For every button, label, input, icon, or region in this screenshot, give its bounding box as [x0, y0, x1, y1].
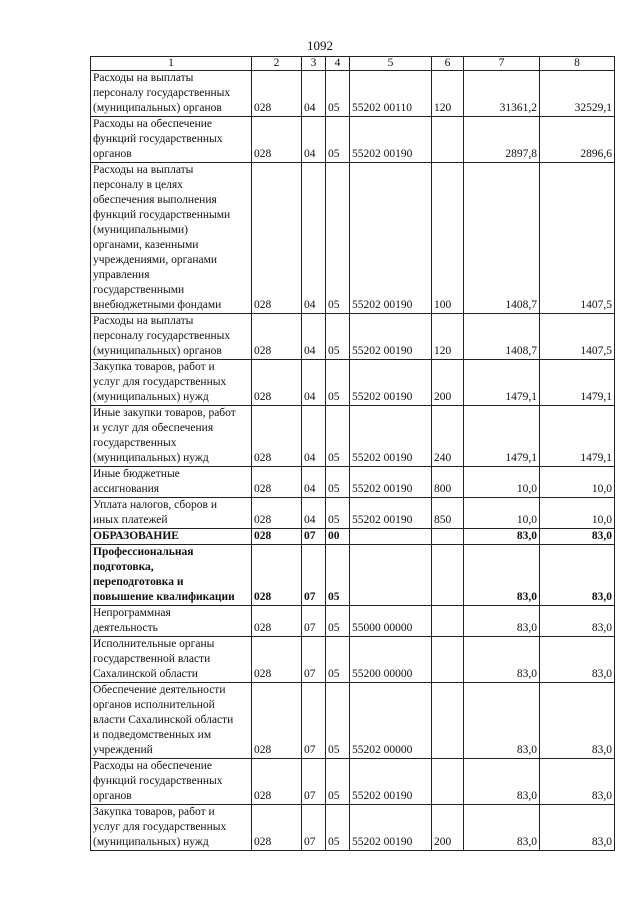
expense-type-cell: 200: [432, 360, 464, 406]
row-name-cell: Непрограммная деятельность: [91, 606, 252, 637]
column-header: 2: [252, 57, 302, 71]
section-code-cell: 04: [302, 71, 326, 117]
amount-year2-cell: 83,0: [540, 606, 615, 637]
ministry-code-cell: 028: [252, 498, 302, 529]
ministry-code-cell: 028: [252, 637, 302, 683]
section-code-cell: 07: [302, 606, 326, 637]
ministry-code-cell: 028: [252, 545, 302, 606]
amount-year1-cell: 1408,7: [464, 314, 540, 360]
amount-year1-cell: 83,0: [464, 759, 540, 805]
column-header: 6: [432, 57, 464, 71]
amount-year1-cell: 83,0: [464, 606, 540, 637]
budget-table: [90, 56, 615, 851]
subsection-code-cell: 05: [326, 805, 350, 851]
target-article-cell: 55202 00190: [350, 467, 432, 498]
amount-year1-cell: 1479,1: [464, 406, 540, 467]
table-row: [91, 498, 615, 529]
ministry-code-cell: 028: [252, 467, 302, 498]
column-header: 5: [350, 57, 432, 71]
ministry-code-cell: 028: [252, 683, 302, 759]
ministry-code-cell: 028: [252, 406, 302, 467]
target-article-cell: 55202 00110: [350, 71, 432, 117]
amount-year2-cell: 10,0: [540, 498, 615, 529]
subsection-code-cell: 05: [326, 117, 350, 163]
expense-type-cell: 200: [432, 805, 464, 851]
target-article-cell: 55200 00000: [350, 637, 432, 683]
amount-year1-cell: 10,0: [464, 498, 540, 529]
table-row: [91, 529, 615, 545]
ministry-code-cell: 028: [252, 529, 302, 545]
amount-year1-cell: 1479,1: [464, 360, 540, 406]
row-name-cell: Расходы на выплаты персоналу в целях обеспечения выполнения функций государственными (муниципальными) органами, казенными учреждениями, органами управления государственными внебюджетными фондами: [91, 163, 252, 314]
section-code-cell: 04: [302, 163, 326, 314]
amount-year2-cell: 10,0: [540, 467, 615, 498]
subsection-code-cell: 05: [326, 314, 350, 360]
target-article-cell: 55202 00190: [350, 498, 432, 529]
row-name-cell: Расходы на обеспечение функций государственных органов: [91, 117, 252, 163]
table-row: [91, 683, 615, 759]
subsection-code-cell: 05: [326, 71, 350, 117]
subsection-code-cell: 00: [326, 529, 350, 545]
table-row: [91, 759, 615, 805]
expense-type-cell: [432, 637, 464, 683]
table-row: [91, 467, 615, 498]
column-header: 4: [326, 57, 350, 71]
subsection-code-cell: 05: [326, 637, 350, 683]
amount-year2-cell: 32529,1: [540, 71, 615, 117]
table-row: [91, 360, 615, 406]
table-row: [91, 406, 615, 467]
table-row: [91, 545, 615, 606]
table-row: [91, 163, 615, 314]
amount-year1-cell: 83,0: [464, 637, 540, 683]
expense-type-cell: [432, 683, 464, 759]
ministry-code-cell: 028: [252, 71, 302, 117]
expense-type-cell: 240: [432, 406, 464, 467]
amount-year2-cell: 83,0: [540, 529, 615, 545]
amount-year1-cell: 83,0: [464, 805, 540, 851]
amount-year2-cell: 2896,6: [540, 117, 615, 163]
target-article-cell: 55202 00000: [350, 683, 432, 759]
ministry-code-cell: 028: [252, 163, 302, 314]
column-header: 7: [464, 57, 540, 71]
section-code-cell: 07: [302, 529, 326, 545]
target-article-cell: 55202 00190: [350, 759, 432, 805]
amount-year2-cell: 83,0: [540, 683, 615, 759]
target-article-cell: 55202 00190: [350, 163, 432, 314]
target-article-cell: [350, 529, 432, 545]
amount-year1-cell: 10,0: [464, 467, 540, 498]
table-row: [91, 71, 615, 117]
amount-year2-cell: 83,0: [540, 637, 615, 683]
target-article-cell: 55202 00190: [350, 805, 432, 851]
section-code-cell: 07: [302, 637, 326, 683]
row-name-cell: Профессиональная подготовка, переподготовка и повышение квалификации: [91, 545, 252, 606]
target-article-cell: 55202 00190: [350, 314, 432, 360]
row-name-cell: Уплата налогов, сборов и иных платежей: [91, 498, 252, 529]
expense-type-cell: 800: [432, 467, 464, 498]
amount-year1-cell: 31361,2: [464, 71, 540, 117]
amount-year1-cell: 83,0: [464, 529, 540, 545]
amount-year2-cell: 1479,1: [540, 406, 615, 467]
subsection-code-cell: 05: [326, 759, 350, 805]
table-row: [91, 637, 615, 683]
target-article-cell: 55202 00190: [350, 360, 432, 406]
page-number: 1092: [307, 38, 333, 53]
row-name-cell: Расходы на выплаты персоналу государственных (муниципальных) органов: [91, 314, 252, 360]
target-article-cell: 55202 00190: [350, 117, 432, 163]
subsection-code-cell: 05: [326, 360, 350, 406]
section-code-cell: 04: [302, 406, 326, 467]
section-code-cell: 04: [302, 117, 326, 163]
amount-year2-cell: 1479,1: [540, 360, 615, 406]
amount-year2-cell: 1407,5: [540, 163, 615, 314]
row-name-cell: Расходы на выплаты персоналу государственных (муниципальных) органов: [91, 71, 252, 117]
expense-type-cell: [432, 117, 464, 163]
subsection-code-cell: 05: [326, 406, 350, 467]
subsection-code-cell: 05: [326, 545, 350, 606]
subsection-code-cell: 05: [326, 498, 350, 529]
section-code-cell: 04: [302, 467, 326, 498]
row-name-cell: Обеспечение деятельности органов исполнительной власти Сахалинской области и подведомственных им учреждений: [91, 683, 252, 759]
ministry-code-cell: 028: [252, 759, 302, 805]
subsection-code-cell: 05: [326, 683, 350, 759]
expense-type-cell: [432, 529, 464, 545]
amount-year1-cell: 83,0: [464, 545, 540, 606]
section-code-cell: 07: [302, 545, 326, 606]
table-row: [91, 117, 615, 163]
section-code-cell: 07: [302, 805, 326, 851]
table-row: [91, 805, 615, 851]
subsection-code-cell: 05: [326, 606, 350, 637]
row-name-cell: Иные закупки товаров, работ и услуг для обеспечения государственных (муниципальных) нужд: [91, 406, 252, 467]
row-name-cell: Исполнительные органы государственной власти Сахалинской области: [91, 637, 252, 683]
table-row: [91, 606, 615, 637]
amount-year1-cell: 1408,7: [464, 163, 540, 314]
section-code-cell: 04: [302, 360, 326, 406]
ministry-code-cell: 028: [252, 360, 302, 406]
row-name-cell: Иные бюджетные ассигнования: [91, 467, 252, 498]
section-code-cell: 07: [302, 683, 326, 759]
row-name-cell: Закупка товаров, работ и услуг для государственных (муниципальных) нужд: [91, 360, 252, 406]
amount-year2-cell: 1407,5: [540, 314, 615, 360]
ministry-code-cell: 028: [252, 805, 302, 851]
amount-year2-cell: 83,0: [540, 805, 615, 851]
expense-type-cell: 120: [432, 314, 464, 360]
table-row: [91, 314, 615, 360]
amount-year1-cell: 83,0: [464, 683, 540, 759]
expense-type-cell: 850: [432, 498, 464, 529]
section-code-cell: 04: [302, 498, 326, 529]
row-name-cell: Расходы на обеспечение функций государственных органов: [91, 759, 252, 805]
column-header: 3: [302, 57, 326, 71]
target-article-cell: 55000 00000: [350, 606, 432, 637]
expense-type-cell: 100: [432, 163, 464, 314]
amount-year1-cell: 2897,8: [464, 117, 540, 163]
expense-type-cell: [432, 545, 464, 606]
subsection-code-cell: 05: [326, 163, 350, 314]
row-name-cell: ОБРАЗОВАНИЕ: [91, 529, 252, 545]
expense-type-cell: [432, 759, 464, 805]
amount-year2-cell: 83,0: [540, 545, 615, 606]
row-name-cell: Закупка товаров, работ и услуг для государственных (муниципальных) нужд: [91, 805, 252, 851]
expense-type-cell: [432, 606, 464, 637]
ministry-code-cell: 028: [252, 314, 302, 360]
column-header: 8: [540, 57, 615, 71]
column-header: 1: [91, 57, 252, 71]
amount-year2-cell: 83,0: [540, 759, 615, 805]
ministry-code-cell: 028: [252, 606, 302, 637]
table-header-row: [91, 57, 615, 71]
expense-type-cell: 120: [432, 71, 464, 117]
section-code-cell: 04: [302, 314, 326, 360]
ministry-code-cell: 028: [252, 117, 302, 163]
target-article-cell: 55202 00190: [350, 406, 432, 467]
subsection-code-cell: 05: [326, 467, 350, 498]
target-article-cell: [350, 545, 432, 606]
section-code-cell: 07: [302, 759, 326, 805]
